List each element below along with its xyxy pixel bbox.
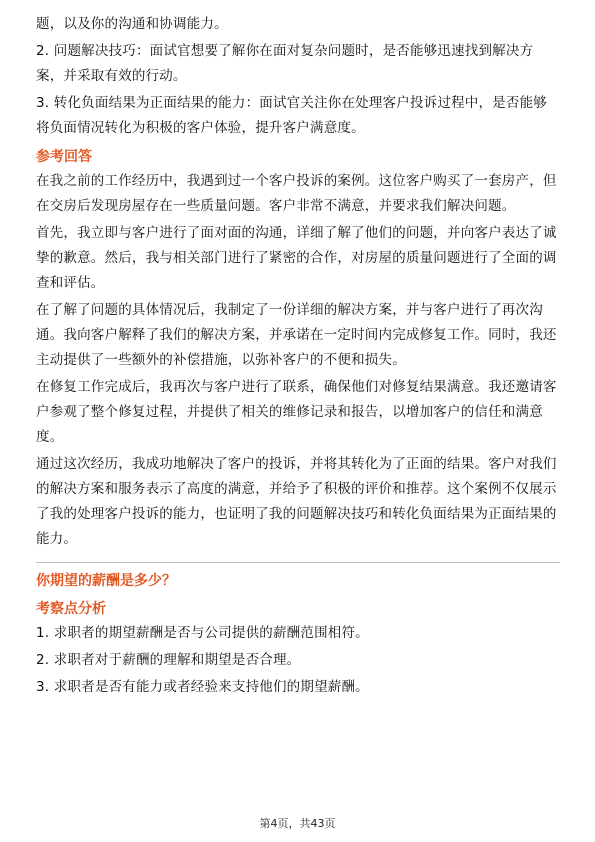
reference-paragraph: 在我之前的工作经历中，我遇到过一个客户投诉的案例。这位客户购买了一套房产，但在交房后发现房屋存在一些质量问题。客户非常不满意，并要求我们解决问题。 [36,173,557,214]
analysis-item: 2. 求职者对于薪酬的理解和期望是否合理。 [36,652,301,668]
paragraph-point-3: 3. 转化负面结果为正面结果的能力：面试官关注你在处理客户投诉过程中，是否能够将负面情况转化为积极的客户体验，提升客户满意度。 [36,95,547,136]
reference-paragraph: 首先，我立即与客户进行了面对面的沟通，详细了解了他们的问题，并向客户表达了诚挚的歉意。然后，我与相关部门进行了紧密的合作，对房屋的质量问题进行了全面的调查和评估。 [36,225,557,291]
reference-answer-heading: 参考回答 [36,149,92,165]
analysis-item: 3. 求职者是否有能力或者经验来支持他们的期望薪酬。 [36,679,369,695]
analysis-heading: 考察点分析 [36,601,106,617]
paragraph-continuation: 题，以及你的沟通和协调能力。 [36,16,228,32]
page-number-footer: 第4页，共43页 [259,817,336,830]
reference-paragraph: 在了解了问题的具体情况后，我制定了一份详细的解决方案，并与客户进行了再次沟通。我向客户解释了我们的解决方案，并承诺在一定时间内完成修复工作。同时，我还主动提供了一些额外的补偿措施，以弥补客户的不便和损失。 [36,302,557,368]
reference-paragraph: 通过这次经历，我成功地解决了客户的投诉，并将其转化为了正面的结果。客户对我们的解决方案和服务表示了高度的满意，并给予了积极的评价和推荐。这个案例不仅展示了我的处理客户投诉的能力，也证明了我的问题解决技巧和转化负面结果为正面结果的能力。 [36,456,557,547]
reference-paragraph: 在修复工作完成后，我再次与客户进行了联系，确保他们对修复结果满意。我还邀请客户参观了整个修复过程，并提供了相关的维修记录和报告，以增加客户的信任和满意度。 [36,379,557,445]
section-divider [36,562,560,563]
analysis-item: 1. 求职者的期望薪酬是否与公司提供的薪酬范围相符。 [36,625,369,641]
question-heading: 你期望的薪酬是多少？ [36,573,176,589]
paragraph-point-2: 2. 问题解决技巧：面试官想要了解你在面对复杂问题时，是否能够迅速找到解决方案，并采取有效的行动。 [36,43,534,84]
page-content [36,12,560,702]
